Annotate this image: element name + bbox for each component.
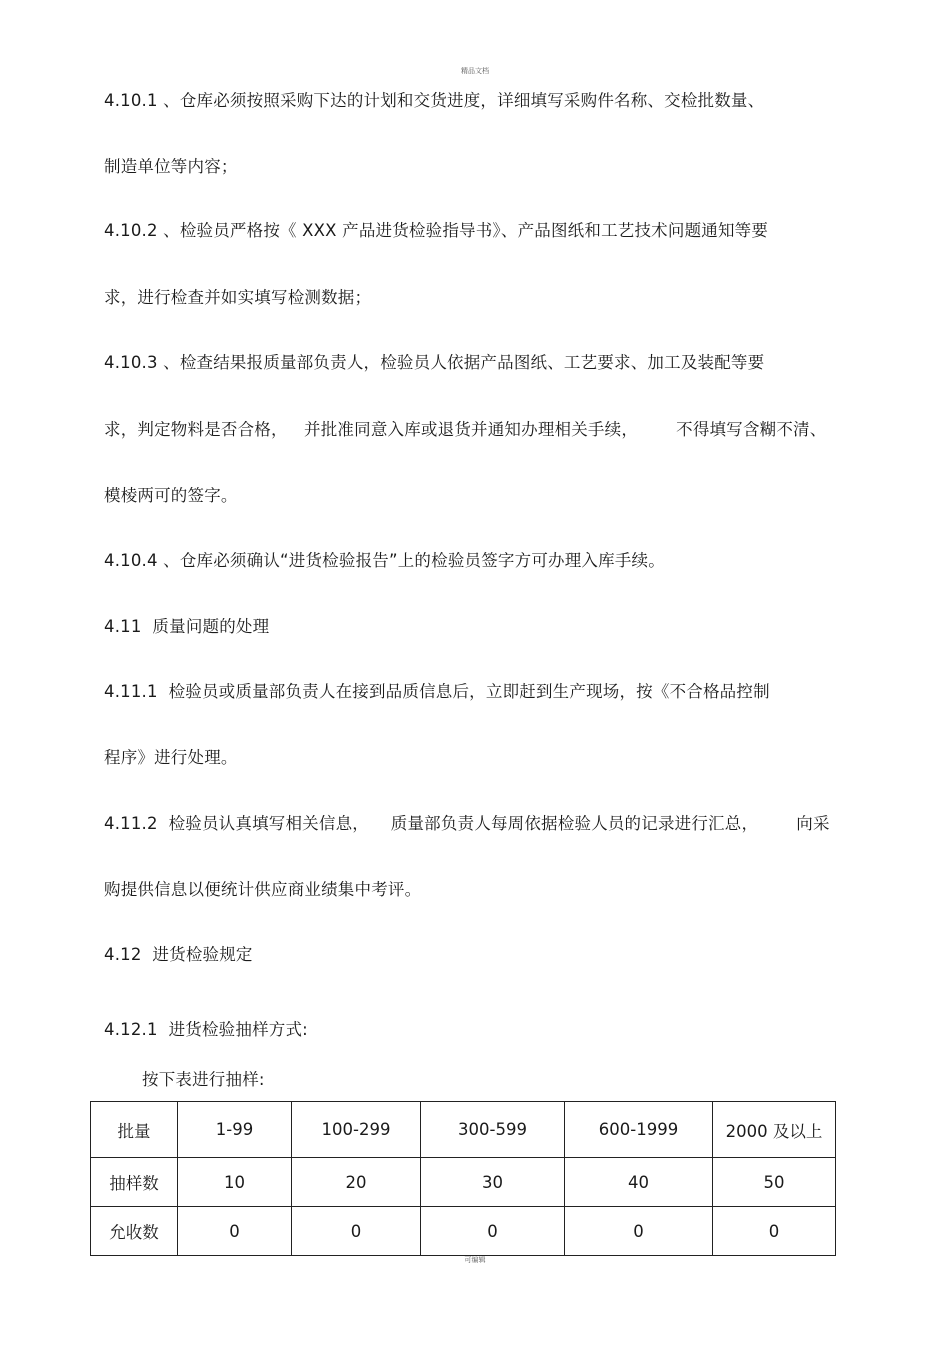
table-cell: 0 [178, 1207, 292, 1256]
table-row [91, 1102, 836, 1158]
page-header: 精品文档 [461, 67, 489, 75]
table-cell: 100-299 [292, 1102, 421, 1158]
text-line: 4.11.1 检验员或质量部负责人在接到品质信息后，立即赶到生产现场，按《不合格品控制 [104, 682, 770, 701]
page-footer: 可编辑 [464, 1256, 486, 1264]
table-cell: 0 [713, 1207, 836, 1256]
table-cell: 600-1999 [565, 1102, 713, 1158]
text-line: 购提供信息以便统计供应商业绩集中考评。 [104, 880, 422, 899]
text-line: 4.12.1 进货检验抽样方式: [104, 1020, 308, 1039]
table-cell: 10 [178, 1158, 292, 1207]
text-line: 模棱两可的签字。 [104, 486, 238, 505]
table-row [91, 1207, 836, 1256]
table-cell: 0 [292, 1207, 421, 1256]
text-line: 按下表进行抽样: [142, 1070, 265, 1089]
table-cell: 批量 [91, 1102, 178, 1158]
table-cell: 2000 及以上 [713, 1102, 836, 1158]
table-cell: 1-99 [178, 1102, 292, 1158]
section-heading: 4.11 质量问题的处理 [104, 617, 270, 636]
text-line: 4.10.2 、检验员严格按《 XXX 产品进货检验指导书》、产品图纸和工艺技术问题通知等要 [104, 221, 769, 240]
text-line: 4.10.1 、仓库必须按照采购下达的计划和交货进度，详细填写采购件名称、交检批数量、 [104, 91, 765, 110]
text-line: 4.10.3 、检查结果报质量部负责人，检验员人依据产品图纸、工艺要求、加工及装配等要 [104, 353, 765, 372]
text-line: 制造单位等内容； [104, 157, 238, 176]
table-cell: 20 [292, 1158, 421, 1207]
table-cell: 40 [565, 1158, 713, 1207]
text-line: 求，进行检查并如实填写检测数据； [104, 288, 372, 307]
table-cell: 300-599 [421, 1102, 565, 1158]
text-line: 4.10.4 、仓库必须确认“进货检验报告”上的检验员签字方可办理入库手续。 [104, 551, 665, 570]
section-heading: 4.12 进货检验规定 [104, 945, 253, 964]
table-cell: 50 [713, 1158, 836, 1207]
text-line: 求，判定物料是否合格， 并批准同意入库或退货并通知办理相关手续， 不得填写含糊不清、 [104, 420, 827, 439]
table-cell: 0 [565, 1207, 713, 1256]
table-cell: 抽样数 [91, 1158, 178, 1207]
table-cell: 允收数 [91, 1207, 178, 1256]
table-row [91, 1158, 836, 1207]
table-cell: 30 [421, 1158, 565, 1207]
table-cell: 0 [421, 1207, 565, 1256]
sampling-table [90, 1101, 836, 1256]
text-line: 程序》进行处理。 [104, 748, 238, 767]
text-line: 4.11.2 检验员认真填写相关信息， 质量部负责人每周依据检验人员的记录进行汇总， 向采 [104, 814, 830, 833]
